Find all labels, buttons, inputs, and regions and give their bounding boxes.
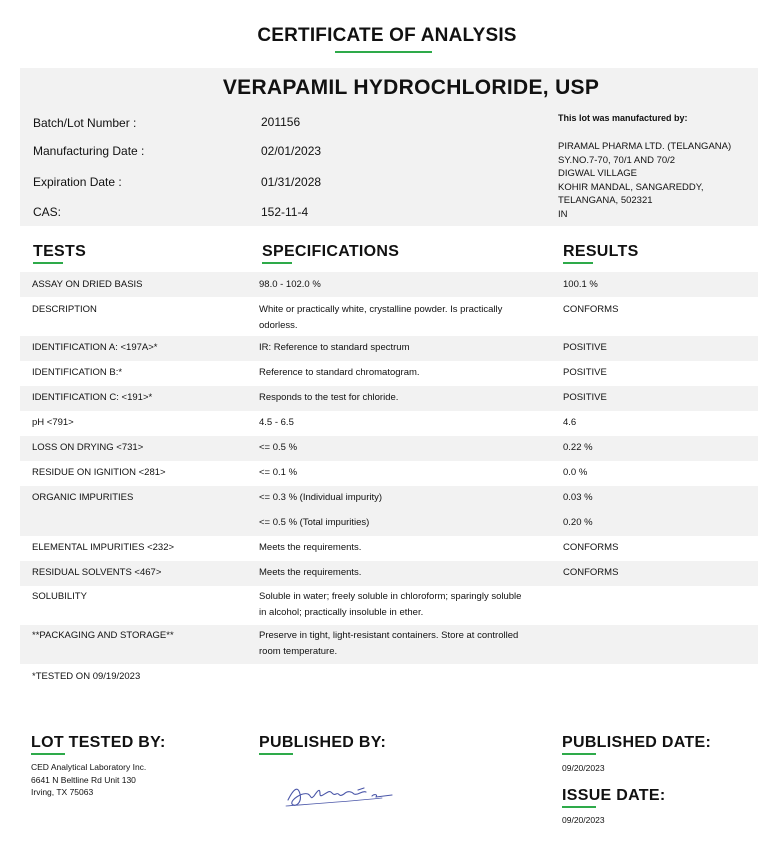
test-result: CONFORMS [563, 542, 619, 553]
test-result: 0.22 % [563, 442, 593, 453]
batch-lot-label: Batch/Lot Number : [33, 116, 137, 130]
tests-column-header: TESTS [33, 243, 87, 260]
tests-header-underline [33, 262, 63, 264]
manufacturing-date-label: Manufacturing Date : [33, 144, 145, 158]
table-row [20, 664, 758, 692]
published-by-underline [259, 753, 293, 755]
test-result: CONFORMS [563, 567, 619, 578]
test-name: LOSS ON DRYING <731> [32, 442, 144, 453]
lot-tested-by-underline [31, 753, 65, 755]
test-name: ELEMENTAL IMPURITIES <232> [32, 542, 175, 553]
specifications-column-header: SPECIFICATIONS [262, 243, 400, 260]
test-specification: <= 0.3 % (Individual impurity) [259, 492, 383, 503]
test-specification: Meets the requirements. [259, 542, 362, 553]
manufacturer-line: TELANGANA, 502321 [558, 195, 653, 206]
test-result: POSITIVE [563, 367, 607, 378]
test-name: IDENTIFICATION C: <191>* [32, 392, 153, 403]
issue-date-value: 09/20/2023 [562, 815, 605, 825]
manufacturer-line: PIRAMAL PHARMA LTD. (TELANGANA) [558, 141, 732, 152]
test-name: IDENTIFICATION B:* [32, 367, 123, 378]
test-name: RESIDUAL SOLVENTS <467> [32, 567, 162, 578]
results-header-underline [563, 262, 593, 264]
manufacturer-line: KOHIR MANDAL, SANGAREDDY, [558, 181, 704, 193]
table-row [20, 336, 758, 361]
table-row [20, 536, 758, 561]
test-result: 0.20 % [563, 517, 593, 528]
test-name: DESCRIPTION [32, 304, 97, 315]
table-row [20, 411, 758, 436]
test-specification: Meets the requirements. [259, 567, 362, 578]
lot-tested-by-heading: LOT TESTED BY: [31, 734, 166, 751]
table-row [20, 625, 758, 664]
cas-label: CAS: [33, 205, 62, 219]
document-title: CERTIFICATE OF ANALYSIS [257, 25, 517, 46]
test-result: POSITIVE [563, 392, 607, 403]
table-row [20, 436, 758, 461]
batch-lot-value: 201156 [261, 115, 301, 129]
test-result: 0.0 % [563, 467, 588, 478]
issue-date-underline [562, 806, 596, 808]
table-row [20, 361, 758, 386]
specifications-header-underline [262, 262, 292, 264]
expiration-date-label: Expiration Date : [33, 175, 122, 189]
published-date-underline [562, 753, 596, 755]
test-name: pH <791> [32, 417, 74, 428]
test-name: **PACKAGING AND STORAGE** [32, 630, 174, 641]
product-name: VERAPAMIL HYDROCHLORIDE, USP [222, 76, 600, 99]
manufacturer-line: SY.NO.7-70, 70/1 AND 70/2 [558, 154, 676, 166]
test-result: 100.1 % [563, 279, 598, 290]
expiration-date-value: 01/31/2028 [261, 175, 322, 189]
table-row [20, 386, 758, 411]
table-row [20, 486, 758, 536]
published-date-heading: PUBLISHED DATE: [562, 734, 712, 751]
test-specification: <= 0.1 % [259, 467, 298, 478]
test-specification: <= 0.5 % [259, 442, 298, 453]
tested-on-note: *TESTED ON 09/19/2023 [32, 671, 141, 682]
test-name: ORGANIC IMPURITIES [32, 492, 134, 503]
lab-address-line: 6641 N Beltline Rd Unit 130 [31, 774, 136, 785]
test-result: CONFORMS [563, 304, 619, 315]
table-row [20, 586, 758, 625]
table-row [20, 297, 758, 336]
manufacturer-title: This lot was manufactured by: [558, 113, 688, 123]
title-underline [335, 51, 432, 53]
test-specification: IR: Reference to standard spectrum [259, 342, 410, 353]
issue-date-heading: ISSUE DATE: [562, 787, 666, 804]
test-name: RESIDUE ON IGNITION <281> [32, 467, 166, 478]
test-name: IDENTIFICATION A: <197A>* [32, 342, 158, 353]
test-specification: Reference to standard chromatogram. [259, 367, 420, 378]
test-result: 0.03 % [563, 492, 593, 503]
test-name: ASSAY ON DRIED BASIS [32, 279, 143, 290]
test-specification: Soluble in water; freely soluble in chloroform; sparingly soluble in alcohol; practically insoluble in ether. [259, 591, 522, 618]
product-header [20, 68, 758, 226]
manufacturer-line: IN [558, 208, 568, 220]
published-date-value: 09/20/2023 [562, 763, 605, 773]
test-specification: Responds to the test for chloride. [259, 392, 399, 403]
signature-image [282, 780, 394, 812]
manufacturer-line: DIGWAL VILLAGE [558, 168, 638, 179]
table-row [20, 561, 758, 586]
cas-value: 152-11-4 [261, 205, 309, 219]
results-column-header: RESULTS [563, 243, 639, 260]
test-specification: White or practically white, crystalline powder. Is practically odorless. [259, 304, 503, 331]
lab-address-line: Irving, TX 75063 [31, 787, 94, 797]
results-table [20, 272, 758, 692]
lab-address-line: CED Analytical Laboratory Inc. [31, 762, 147, 772]
test-name: SOLUBILITY [32, 591, 87, 602]
test-specification: 4.5 - 6.5 [259, 417, 294, 428]
published-by-heading: PUBLISHED BY: [259, 734, 387, 751]
test-specification: <= 0.5 % (Total impurities) [259, 517, 370, 528]
test-specification: 98.0 - 102.0 % [259, 279, 321, 290]
test-specification: Preserve in tight, light-resistant containers. Store at controlled room temperature. [259, 630, 519, 657]
test-result: 4.6 [563, 417, 577, 428]
table-row [20, 461, 758, 486]
table-row [20, 272, 758, 297]
manufacturing-date-value: 02/01/2023 [261, 144, 322, 158]
test-result: POSITIVE [563, 342, 607, 353]
